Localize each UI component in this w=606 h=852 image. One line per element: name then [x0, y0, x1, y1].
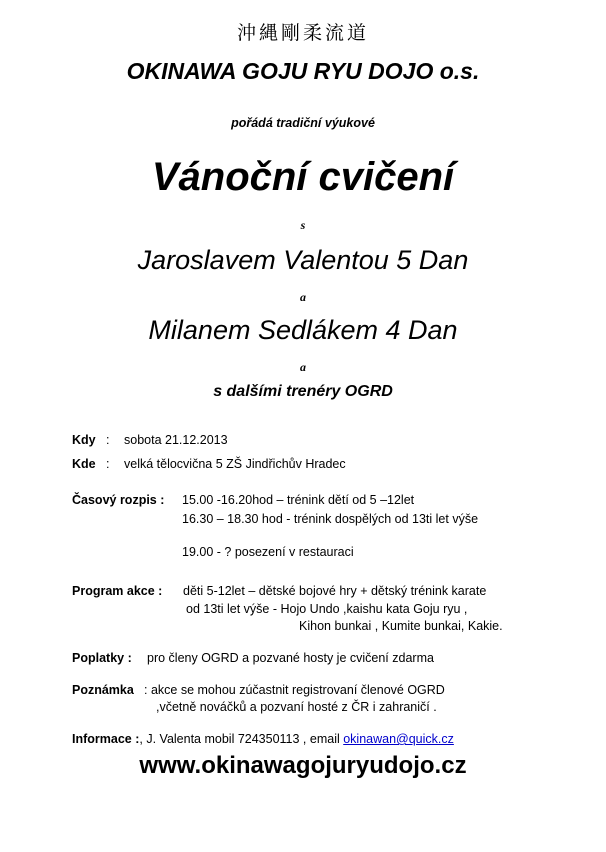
when-label: Kdy — [72, 433, 96, 447]
website-url: www.okinawagojuryudojo.cz — [139, 752, 467, 779]
note-line-2: ,včetně nováčků a pozvaní hosté z ČR i zahraničí . — [156, 700, 437, 714]
where-sep: : — [106, 457, 110, 471]
where-label: Kde — [72, 457, 96, 471]
event-title: Vánoční cvičení — [151, 155, 455, 199]
dojo-name: OKINAWA GOJU RYU DOJO o.s. — [126, 58, 480, 84]
when-value: sobota 21.12.2013 — [124, 433, 228, 447]
connector-and-2: a — [300, 360, 306, 374]
kanji-header: 沖縄剛柔流道 — [236, 22, 369, 44]
other-trainers: s dalšími trenéry OGRD — [213, 383, 393, 400]
organizes-line: pořádá tradiční výukové — [231, 116, 375, 130]
info-value: , J. Valenta mobil 724350113 , email — [139, 732, 344, 746]
note-line-1: : akce se mohou zúčastnit registrovaní členové OGRD — [144, 683, 445, 697]
program-line-2: od 13ti let výše - Hojo Undo ,kaishu kata Goju ryu , — [186, 602, 468, 616]
program-label: Program akce : — [72, 584, 163, 598]
where-value: velká tělocvična 5 ZŠ Jindřichův Hradec — [124, 457, 346, 471]
schedule-line-3: 19.00 - ? posezení v restauraci — [182, 545, 354, 559]
fees-value: pro členy OGRD a pozvané hosty je cvičení zdarma — [147, 651, 434, 665]
schedule-line-1: 15.00 -16.20hod – trénink dětí od 5 –12let — [182, 493, 415, 507]
when-sep: : — [106, 433, 110, 447]
info-label: Informace : — [72, 732, 140, 746]
program-line-3: Kihon bunkai , Kumite bunkai, Kakie. — [299, 619, 503, 633]
connector-and-1: a — [300, 290, 306, 304]
trainer-2: Milanem Sedlákem 4 Dan — [148, 315, 458, 345]
note-label: Poznámka — [72, 683, 134, 697]
info-line — [72, 732, 454, 746]
schedule-label: Časový rozpis : — [72, 493, 165, 507]
fees-label: Poplatky : — [72, 651, 132, 665]
program-line-1: děti 5-12let – dětské bojové hry + dětský trénink karate — [183, 584, 487, 598]
connector-with: s — [300, 218, 306, 232]
email-link[interactable]: okinawan@quick.cz — [343, 732, 454, 746]
trainer-1: Jaroslavem Valentou 5 Dan — [137, 245, 469, 275]
schedule-line-2: 16.30 – 18.30 hod - trénink dospělých od 13ti let výše — [182, 512, 479, 526]
